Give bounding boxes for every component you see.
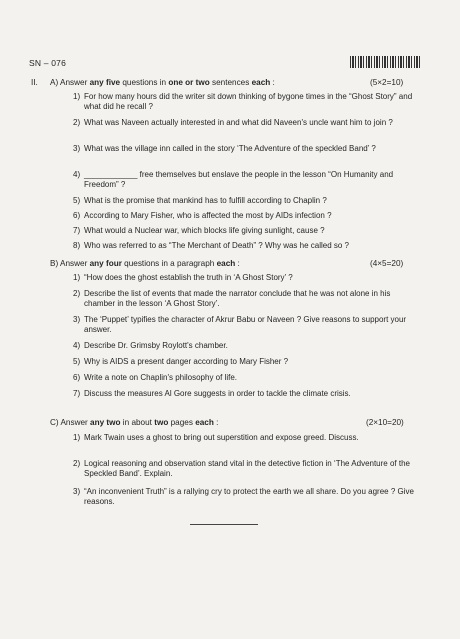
part-c-marks: (2×10=20) [366, 418, 404, 427]
part-b-label: B) [50, 259, 59, 268]
section-marker: II. [31, 78, 38, 87]
part-c-instruction: C) Answer any two in about two pages each : [50, 418, 219, 427]
part-b-instruction: B) Answer any four questions in a paragraph each : [50, 259, 240, 268]
part-a-label: A) [50, 78, 59, 87]
part-a-marks: (5×2=10) [370, 78, 404, 87]
part-a-instruction: A) Answer any five questions in one or two sentences each : [50, 78, 275, 87]
exam-page: SN – 076 II. A) Answer any five questions in one or two sentences each : (5×2=10) 1) For how many hours did the writer sit down thinking of bygone times in the “Ghost Story” and what did he recall ? 2) What was Naveen actually interested in and what did Naveen's uncle want him to join ? 3) What was the village inn called in the story ‘The Adventure of the speckled Band’ ? 4) ____________ free themselves but enslave the people in the lesson “On Humanity and Freedom” ? 5) What is the promise that mankind has to fulfill according to Chaplin ? 6) According to Mary Fisher, who is affected the most by AIDs infection ? 7) What would a Nuclear war, which blocks life giving sunlight, cause ? 8) Who was referred to as “The Merchant of Death” ? Why was he called so ? B) Answer any four questions in a paragraph each : (4×5=20) 1) “How does the ghost establish the truth in ‘A Ghost Story’ ? 2) Describe the list of events that made the narrator conclude that he was not alone in his chamber in the lesson ‘A Ghost Story’. 3) The ‘Puppet’ typifies the character of Akrur Babu or Naveen ? Give reasons to support your answer. 4) Describe Dr. Grimsby Roylott's chamber. 5) Why is AIDS a present danger according to Mary Fisher ? 6) Write a note on Chaplin's philosophy of life. 7) Discuss the measures Al Gore suggests in order to tackle the climate crisis. C) Answer any two in about two pages each : (2×10=20) 1) Mark Twain uses a ghost to bring out superstition and expose greed. Discuss. 2) Logical reasoning and observation stand vital in the detective fiction in ‘The Adventure of the Speckled Band’. Explain. 3) “An inconvenient Truth” is a rallying cry to protect the earth we all share. Do you agree ? Give reasons. [0, 0, 460, 639]
part-c-label: C) [50, 418, 59, 427]
barcode [350, 56, 420, 68]
paper-code: SN – 076 [29, 58, 67, 68]
part-b-marks: (4×5=20) [370, 259, 404, 268]
end-rule [190, 524, 258, 525]
